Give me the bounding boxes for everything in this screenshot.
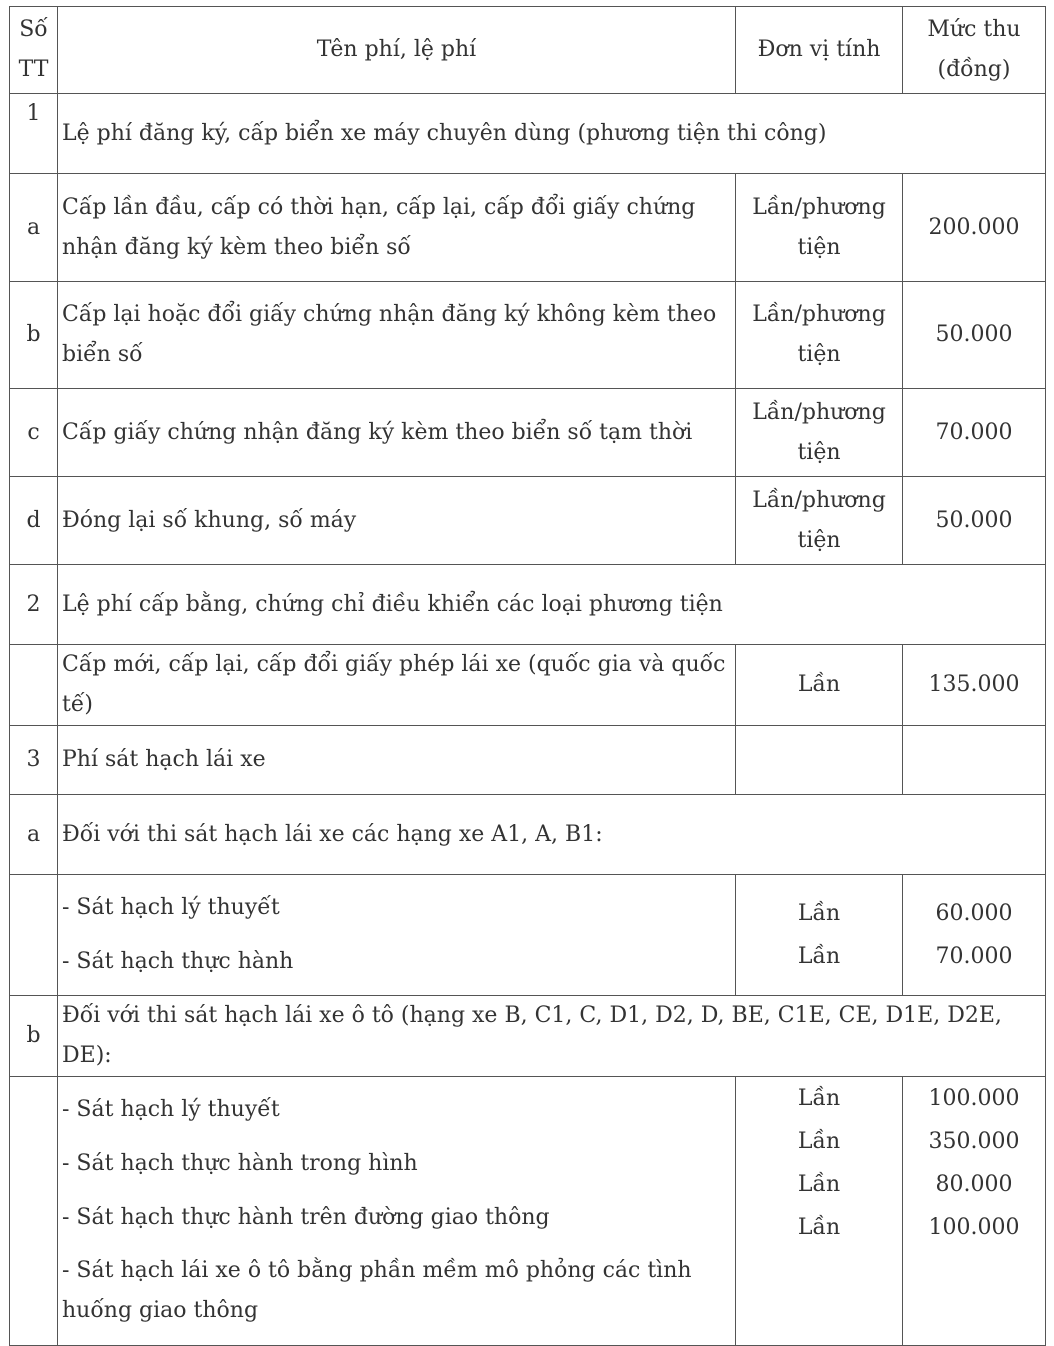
row-name: Phí sát hạch lái xe [58,726,736,795]
table-row [10,726,1046,795]
rate-value: 100.000 [928,1086,1020,1111]
table-row [10,389,1046,477]
table-row [10,565,1046,645]
row-unit: Lần/phương tiện [736,174,903,282]
table-row [10,645,1046,726]
list-item: - Sát hạch thực hành trong hình [62,1151,418,1176]
table-row [10,996,1046,1077]
row-unit: Lần/phương tiện [736,477,903,565]
row-name: Cấp lại hoặc đổi giấy chứng nhận đăng ký không kèm theo biển số [58,282,736,389]
row-stt: b [10,282,58,389]
row-name: Cấp lần đầu, cấp có thời hạn, cấp lại, cấp đổi giấy chứng nhận đăng ký kèm theo biển số [58,174,736,282]
table-row [10,94,1046,174]
list-item: - Sát hạch thực hành [62,949,294,974]
unit-value: Lần [797,1129,841,1154]
row-stt: 2 [10,565,58,645]
list-item: - Sát hạch lý thuyết [62,1097,280,1122]
row-items [58,1077,736,1346]
row-rate: 70.000 [903,389,1046,477]
row-stt: a [10,795,58,875]
row-name: Đối với thi sát hạch lái xe ô tô (hạng xe B, C1, C, D1, D2, D, BE, C1E, CE, D1E, D2E, DE): [58,996,1046,1077]
row-rate [903,726,1046,795]
unit-value: Lần [797,944,841,969]
row-rate: 50.000 [903,477,1046,565]
table-row [10,875,1046,996]
unit-value: Lần [797,901,841,926]
header-name: Tên phí, lệ phí [58,7,736,94]
row-rates [903,875,1046,996]
table-row [10,174,1046,282]
row-stt: c [10,389,58,477]
row-unit [736,726,903,795]
rate-value: 100.000 [928,1215,1020,1240]
rate-value: 70.000 [935,944,1013,969]
header-rate: Mức thu (đồng) [903,7,1046,94]
row-stt: b [10,996,58,1077]
row-name: Cấp mới, cấp lại, cấp đổi giấy phép lái xe (quốc gia và quốc tế) [58,645,736,726]
row-rate: 200.000 [903,174,1046,282]
row-stt: d [10,477,58,565]
table-row [10,1077,1046,1346]
list-item: - Sát hạch thực hành trên đường giao thông [62,1205,550,1230]
table-row [10,477,1046,565]
row-stt: a [10,174,58,282]
row-rate: 50.000 [903,282,1046,389]
row-items [58,875,736,996]
header-unit: Đơn vị tính [736,7,903,94]
row-name: Lệ phí cấp bằng, chứng chỉ điều khiển các loại phương tiện [58,565,1046,645]
row-name: Lệ phí đăng ký, cấp biển xe máy chuyên dùng (phương tiện thi công) [58,94,1046,174]
rate-value: 80.000 [935,1172,1013,1197]
row-stt [10,645,58,726]
list-item: - Sát hạch lái xe ô tô bằng phần mềm mô phỏng các tình huống giao thông [62,1258,692,1323]
row-unit: Lần/phương tiện [736,282,903,389]
table-header-row [10,7,1046,94]
unit-value: Lần [797,1172,841,1197]
table-row [10,795,1046,875]
row-name: Đóng lại số khung, số máy [58,477,736,565]
list-item: - Sát hạch lý thuyết [62,895,280,920]
unit-value: Lần [797,1215,841,1240]
row-rates [903,1077,1046,1346]
rate-value: 60.000 [935,901,1013,926]
table-row [10,282,1046,389]
fee-table [9,6,1046,1346]
row-name: Đối với thi sát hạch lái xe các hạng xe A1, A, B1: [58,795,1046,875]
row-units [736,1077,903,1346]
unit-value: Lần [797,1086,841,1111]
row-name: Cấp giấy chứng nhận đăng ký kèm theo biển số tạm thời [58,389,736,477]
row-stt [10,875,58,996]
row-stt: 3 [10,726,58,795]
rate-value: 350.000 [928,1129,1020,1154]
row-rate: 135.000 [903,645,1046,726]
header-stt: Số TT [10,7,58,94]
row-stt [10,1077,58,1346]
row-stt: 1 [10,94,58,174]
row-unit: Lần [736,645,903,726]
row-unit: Lần/phương tiện [736,389,903,477]
row-units [736,875,903,996]
